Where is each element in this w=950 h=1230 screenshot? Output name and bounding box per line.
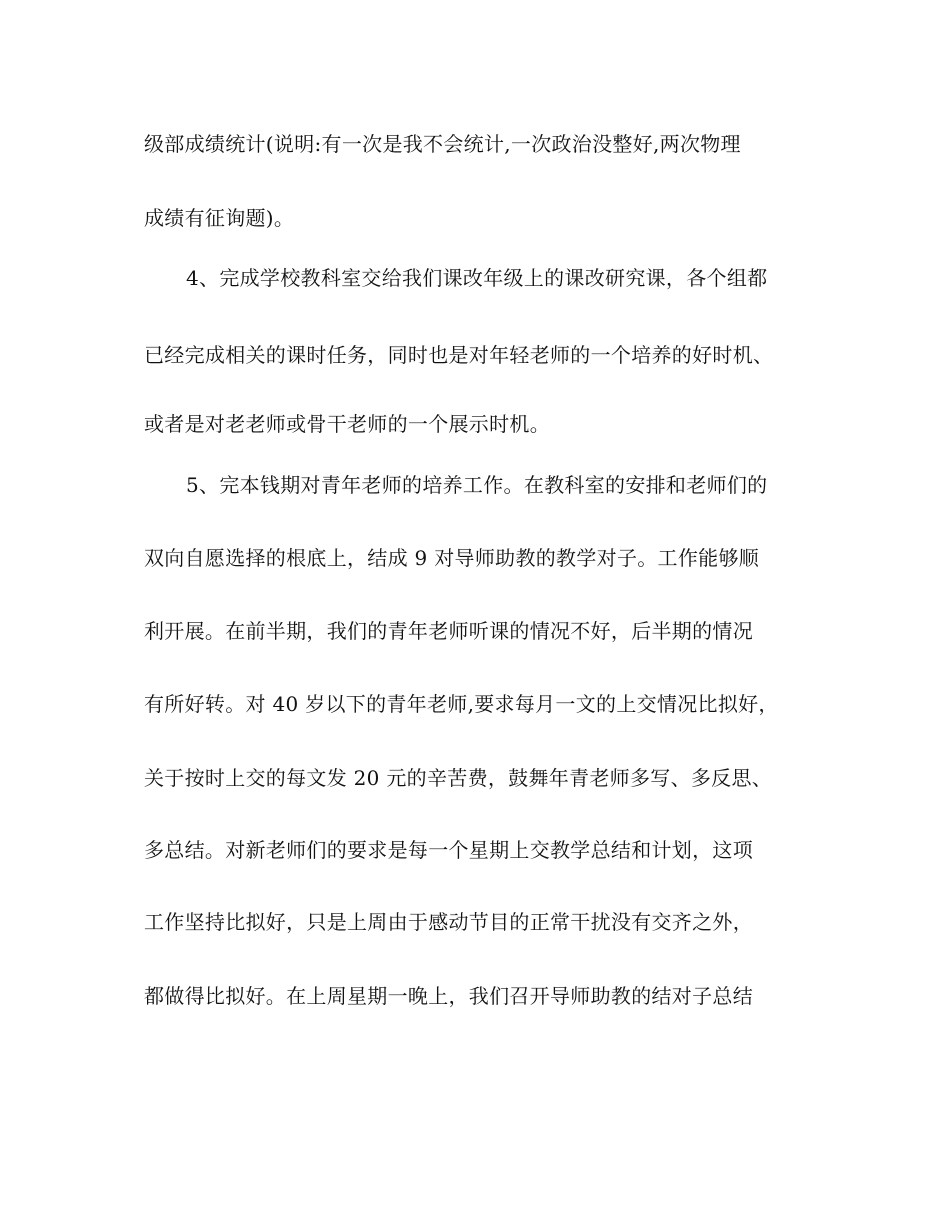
- paragraph-4-first-line: 4、完成学校教科室交给我们课改年级上的课改研究课，各个组都: [186, 266, 768, 290]
- text-line: 或者是对老老师或骨干老师的一个展示时机。: [144, 412, 550, 436]
- text-line: 利开展。在前半期，我们的青年老师听课的情况不好，后半期的情况: [144, 619, 753, 643]
- text-line: 工作坚持比拟好，只是上周由于感动节目的正常干扰没有交齐之外，: [144, 910, 753, 934]
- text-line: 关于按时上交的每文发 20 元的辛苦费，鼓舞年青老师多写、多反思、: [144, 766, 773, 790]
- text-line: 成绩有征询题)。: [144, 206, 295, 230]
- text-line: 都做得比拟好。在上周星期一晚上，我们召开导师助教的结对子总结: [144, 984, 753, 1008]
- paragraph-5-first-line: 5、完本钱期对青年老师的培养工作。在教科室的安排和老师们的: [186, 473, 768, 497]
- text-line: 多总结。对新老师们的要求是每一个星期上交教学总结和计划，这项: [144, 838, 753, 862]
- text-line: 有所好转。对 40 岁以下的青年老师,要求每月一文的上交情况比拟好，: [144, 692, 779, 716]
- text-line: 级部成绩统计(说明:有一次是我不会统计,一次政治没整好,两次物理: [144, 132, 741, 156]
- text-line: 已经完成相关的课时任务，同时也是对年轻老师的一个培养的好时机、: [144, 343, 774, 367]
- text-line: 双向自愿选择的根底上，结成 9 对导师助教的教学对子。工作能够顺: [144, 546, 760, 570]
